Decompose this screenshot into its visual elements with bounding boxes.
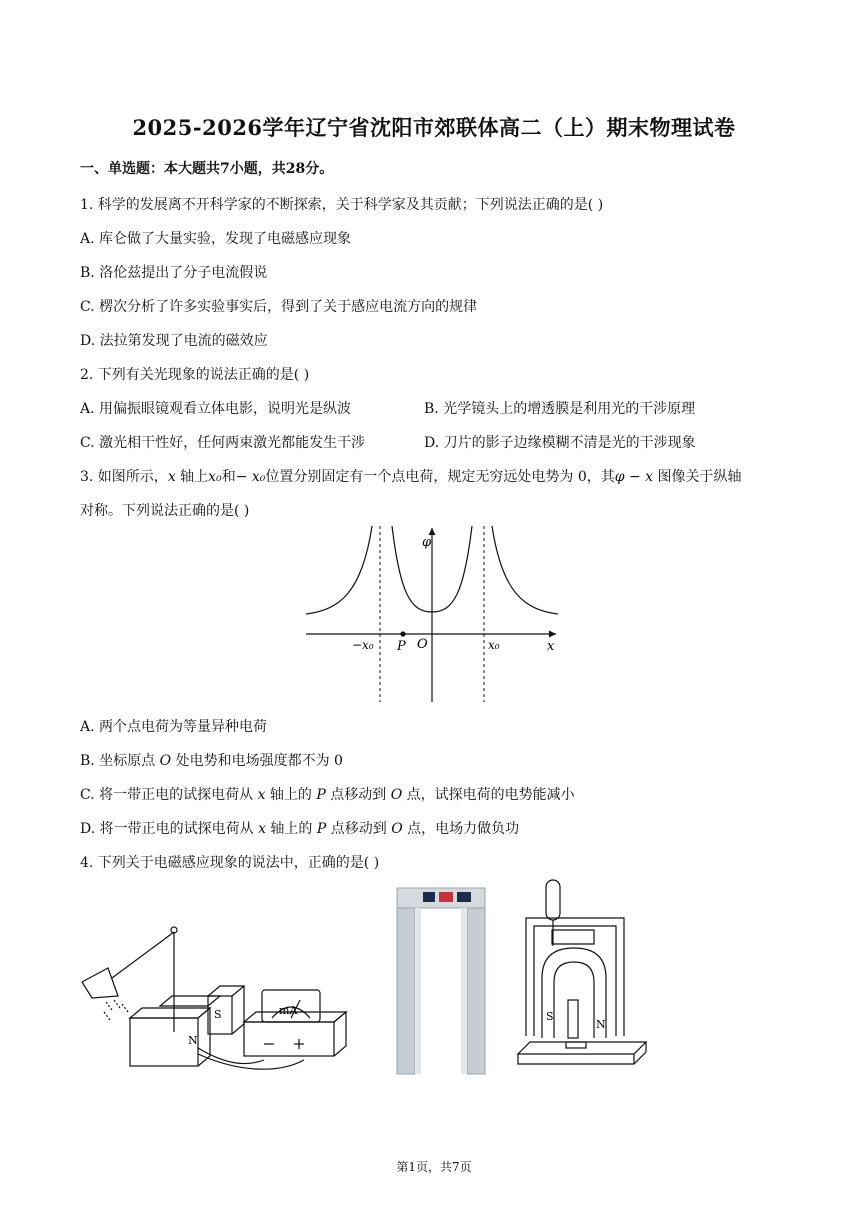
math-x: x bbox=[258, 821, 266, 837]
page-title: 2025-2026学年辽宁省沈阳市郊联体高二（上）期末物理试卷 bbox=[132, 115, 736, 140]
fig1-meter-label: mA bbox=[279, 1004, 298, 1017]
math-x: x bbox=[257, 787, 266, 803]
q1-option-a: A. 库仑做了大量实验，发现了电磁感应现象 bbox=[80, 231, 352, 247]
q3-d-part: 点移动到 bbox=[326, 821, 392, 837]
q3-option-c bbox=[80, 784, 575, 804]
section-heading: 一、单选题：本大题共7小题，共28分。 bbox=[80, 161, 334, 177]
curve-right-outer bbox=[492, 526, 558, 614]
figure-metal-detector bbox=[395, 882, 489, 1076]
q3-option-a: A. 两个点电荷为等量异种电荷 bbox=[80, 719, 268, 735]
fig1-n-label: N bbox=[188, 1034, 198, 1047]
q3-stem bbox=[80, 466, 742, 486]
math-neg-x0: − x₀ bbox=[235, 469, 266, 485]
q3-d-part: D. 将一带正电的试探电荷从 bbox=[80, 821, 259, 837]
q3-c-part: 点移动到 bbox=[325, 787, 391, 803]
q3-d-part: 轴上的 bbox=[265, 821, 317, 837]
math-x: x bbox=[167, 469, 176, 485]
x-label: x bbox=[547, 639, 555, 654]
q3-c-part: 轴上的 bbox=[265, 787, 317, 803]
q3-stem-part: 图像关于纵轴 bbox=[653, 469, 742, 485]
q2-option-d: D. 刀片的影子边缘模糊不清是光的干涉现象 bbox=[424, 435, 696, 451]
curve-left-outer bbox=[306, 526, 372, 614]
fig3-n-label: N bbox=[596, 1018, 606, 1031]
neg-x0-label: −x₀ bbox=[352, 638, 374, 652]
q2-option-b: B. 光学镜头上的增透膜是利用光的干涉原理 bbox=[424, 401, 696, 417]
q1-option-b: B. 洛伦兹提出了分子电流假说 bbox=[80, 265, 268, 281]
q1-option-c: C. 楞次分析了许多实验事实后，得到了关于感应电流方向的规律 bbox=[80, 299, 478, 315]
math-phi-x: φ − x bbox=[614, 469, 654, 485]
math-p: P bbox=[316, 821, 327, 837]
point-p bbox=[400, 631, 405, 636]
fig1-s-label: S bbox=[214, 1008, 222, 1021]
q3-option-b bbox=[80, 750, 343, 770]
q3-stem-part: 和 bbox=[221, 469, 236, 485]
math-o: O bbox=[391, 821, 403, 837]
figure-horseshoe-apparatus bbox=[512, 878, 652, 1078]
q2-option-c: C. 激光相干性好，任何两束激光都能发生干涉 bbox=[80, 435, 366, 451]
math-o: O bbox=[159, 753, 172, 769]
math-p: P bbox=[316, 787, 326, 803]
math-o: O bbox=[390, 787, 403, 803]
o-label: O bbox=[417, 637, 428, 652]
q1-stem: 1. 科学的发展离不开科学家的不断探索，关于科学家及其贡献；下列说法正确的是( ) bbox=[80, 197, 604, 213]
q4-stem: 4. 下列关于电磁感应现象的说法中，正确的是( ) bbox=[80, 855, 380, 871]
phi-label: φ bbox=[422, 535, 432, 550]
figure-magnet-meter bbox=[78, 920, 354, 1080]
q3-b-part: B. 坐标原点 bbox=[80, 753, 160, 769]
fig3-s-label: S bbox=[546, 1010, 554, 1023]
q3-b-part: 处电势和电场强度都不为 0 bbox=[171, 753, 343, 769]
q2-option-a: A. 用偏振眼镜观看立体电影，说明光是纵波 bbox=[80, 401, 352, 417]
q2-stem: 2. 下列有关光现象的说法正确的是( ) bbox=[80, 367, 310, 383]
page-footer: 第1页，共7页 bbox=[396, 1160, 472, 1174]
q3-c-part: C. 将一带正电的试探电荷从 bbox=[80, 787, 258, 803]
p-label: P bbox=[397, 639, 406, 654]
q1-option-d: D. 法拉第发现了电流的磁效应 bbox=[80, 333, 268, 349]
q3-stem-part: 3. 如图所示， bbox=[80, 469, 168, 485]
math-x0: x₀ bbox=[208, 469, 222, 485]
phi-x-graph bbox=[300, 522, 564, 704]
q3-stem-line2: 对称。下列说法正确的是( ) bbox=[80, 503, 250, 519]
q3-d-part: 点，电场力做负功 bbox=[402, 821, 520, 837]
q3-c-part: 点，试探电荷的电势能减小 bbox=[402, 787, 575, 803]
q3-stem-part: 轴上 bbox=[175, 469, 209, 485]
pos-x0-label: x₀ bbox=[488, 638, 500, 652]
q3-stem-part: 位置分别固定有一个点电荷，规定无穷远处电势为 0，其 bbox=[265, 469, 615, 485]
q3-option-d bbox=[80, 818, 519, 838]
